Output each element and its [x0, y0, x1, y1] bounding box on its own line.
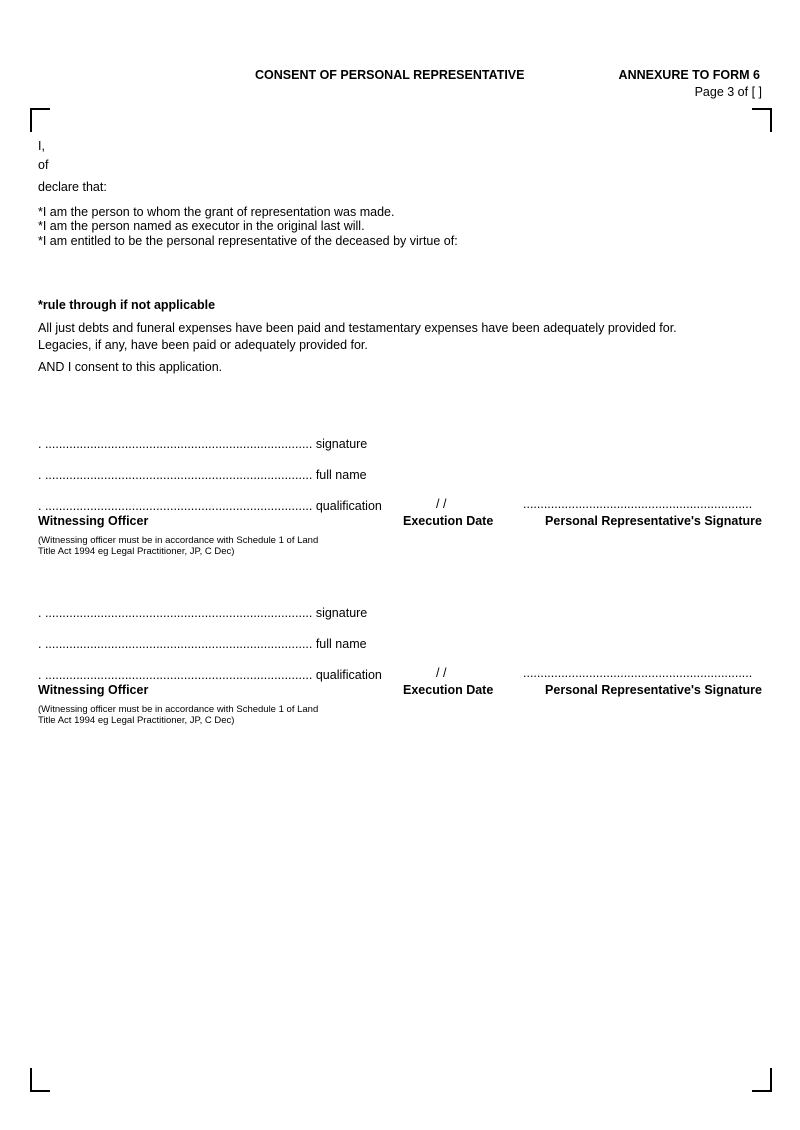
witness-fullname-line: . ............................................................................. full name — [38, 637, 367, 651]
execution-date-label: Execution Date — [403, 514, 494, 528]
execution-date-slashes: / / — [436, 666, 447, 680]
option-executor: *I am the person named as executor in the original last will. — [38, 219, 365, 233]
debts-statement: All just debts and funeral expenses have been paid and testamentary expenses have been adequately provided for. — [38, 321, 677, 335]
corner-mark-top-right — [752, 108, 772, 132]
witness-officer-note: (Witnessing officer must be in accordance with Schedule 1 of Land Title Act 1994 eg Legal Practitioner, JP, C Dec) — [38, 535, 319, 557]
i-label: I, — [38, 139, 45, 153]
corner-mark-top-left — [30, 108, 50, 132]
legacies-statement: Legacies, if any, have been paid or adequately provided for. — [38, 338, 368, 352]
execution-date-label: Execution Date — [403, 683, 494, 697]
form-title: CONSENT OF PERSONAL REPRESENTATIVE — [255, 68, 525, 82]
witness-signature-line: . ............................................................................. signature — [38, 606, 368, 620]
witness-qualification-line: . ............................................................................. qualification — [38, 499, 382, 513]
personal-rep-signature-label: Personal Representative's Signature — [545, 514, 762, 528]
corner-mark-bottom-right — [752, 1068, 772, 1092]
witness-fullname-line: . ............................................................................. full name — [38, 468, 367, 482]
corner-mark-bottom-left — [30, 1068, 50, 1092]
witness-qualification-line: . ............................................................................. qualification — [38, 668, 382, 682]
personal-rep-signature-label: Personal Representative's Signature — [545, 683, 762, 697]
annexure-label: ANNEXURE TO FORM 6 — [618, 68, 760, 82]
option-grant: *I am the person to whom the grant of representation was made. — [38, 205, 395, 219]
personal-rep-signature-line: .................................................................. — [523, 666, 753, 680]
witness-officer-note: (Witnessing officer must be in accordance with Schedule 1 of Land Title Act 1994 eg Legal Practitioner, JP, C Dec) — [38, 704, 319, 726]
rule-note: *rule through if not applicable — [38, 298, 216, 312]
of-label: of — [38, 158, 49, 172]
witness-signature-line: . ............................................................................. signature — [38, 437, 368, 451]
option-entitled: *I am entitled to be the personal representative of the deceased by virtue of: — [38, 234, 458, 248]
witnessing-officer-label: Witnessing Officer — [38, 514, 149, 528]
consent-statement: AND I consent to this application. — [38, 360, 223, 374]
personal-rep-signature-line: .................................................................. — [523, 497, 753, 511]
page-number: Page 3 of [ ] — [694, 85, 762, 99]
declare-label: declare that: — [38, 180, 107, 194]
execution-date-slashes: / / — [436, 497, 447, 511]
witnessing-officer-label: Witnessing Officer — [38, 683, 149, 697]
